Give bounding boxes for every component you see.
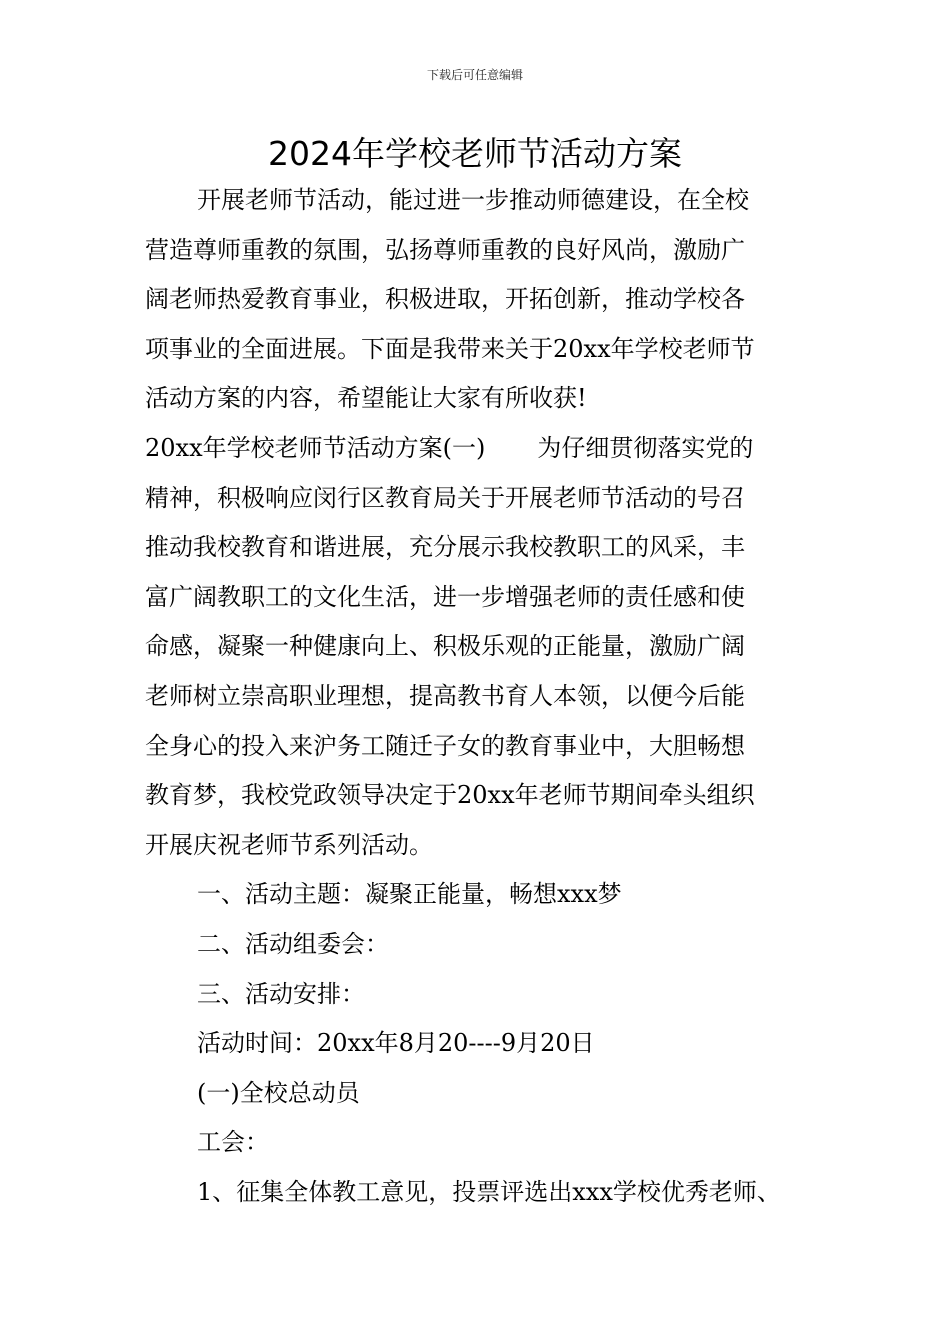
list-item: 活动时间：20xx年8月20----9月20日: [197, 1029, 595, 1058]
body-line: 精神，积极响应闵行区教育局关于开展老师节活动的号召: [145, 483, 745, 512]
body-line: 项事业的全面进展。下面是我带来关于20xx年学校老师节: [145, 334, 755, 363]
document-body: [145, 176, 825, 1217]
page-header-note: 下载后可任意编辑: [426, 68, 523, 82]
list-item: 三、活动安排：: [197, 979, 365, 1008]
list-item: 工会：: [197, 1128, 269, 1157]
body-line: 命感，凝聚一种健康向上、积极乐观的正能量，激励广阔: [145, 632, 745, 661]
section-heading-line: [145, 424, 825, 474]
list-item: 二、活动组委会：: [197, 929, 389, 958]
document-title: 2024年学校老师节活动方案: [268, 134, 682, 173]
body-line: 营造尊师重教的氛围，弘扬尊师重教的良好风尚，激励广: [145, 235, 745, 264]
body-line: 活动方案的内容，希望能让大家有所收获!: [145, 384, 587, 413]
body-line: 推动我校教育和谐进展，充分展示我校教职工的风采，丰: [145, 533, 745, 562]
list-item: 1、征集全体教工意见，投票评选出xxx学校优秀老师、: [197, 1177, 781, 1206]
body-line: 阔老师热爱教育事业，积极进取，开拓创新，推动学校各: [145, 285, 745, 314]
body-line: 开展庆祝老师节系列活动。: [145, 830, 433, 859]
list-item: (一)全校总动员: [197, 1078, 360, 1107]
body-text: 为仔细贯彻落实党的: [537, 433, 754, 462]
body-line: 全身心的投入来沪务工随迁子女的教育事业中，大胆畅想: [145, 731, 745, 760]
body-line: 开展老师节活动，能过进一步推动师德建设，在全校: [197, 186, 749, 214]
section-heading: 20xx年学校老师节活动方案(一): [145, 433, 486, 462]
body-line: 富广阔教职工的文化生活，进一步增强老师的责任感和使: [145, 582, 745, 611]
body-line: 老师树立崇高职业理想，提高教书育人本领，以便今后能: [145, 681, 745, 710]
body-line: 教育梦，我校党政领导决定于20xx年老师节期间牵头组织: [145, 781, 755, 810]
list-item: 一、活动主题：凝聚正能量，畅想xxx梦: [197, 880, 622, 909]
